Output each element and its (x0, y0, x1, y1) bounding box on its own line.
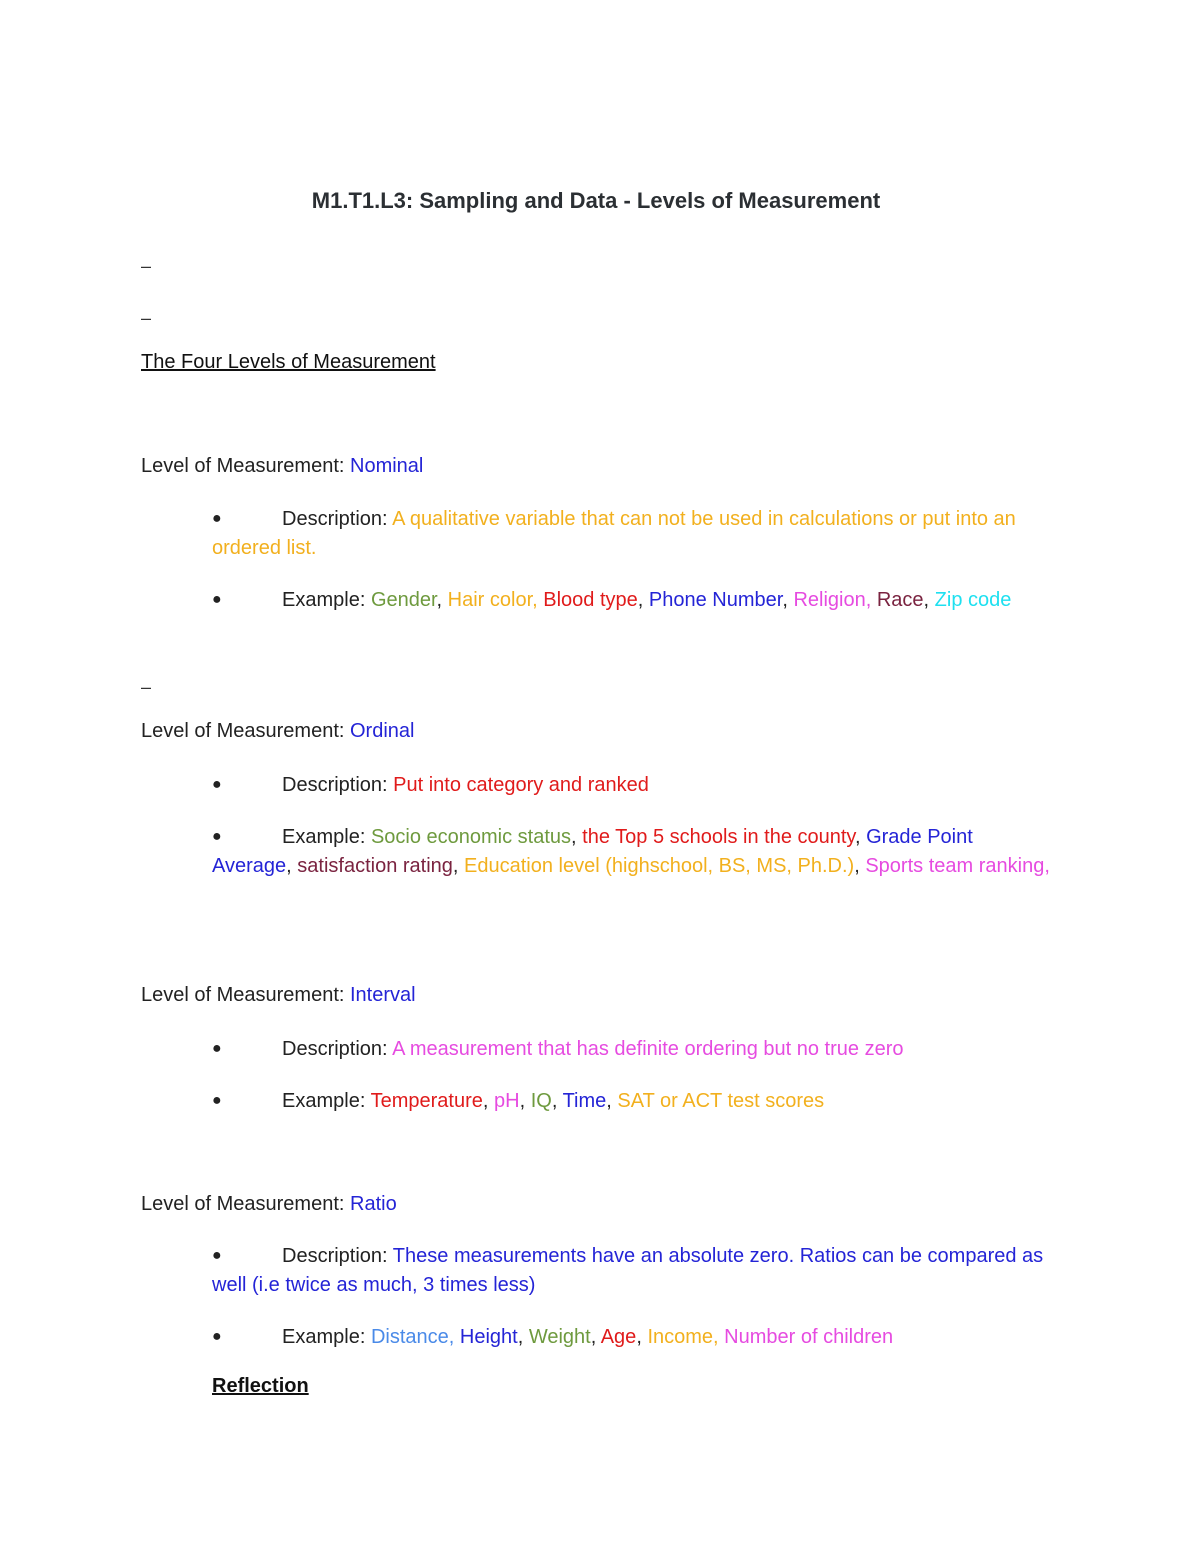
text-run: A qualitative variable that can not be used in calculations or put into an ordered list. (212, 508, 1016, 559)
page-title: M1.T1.L3: Sampling and Data - Levels of Measurement (311, 188, 881, 213)
text-run: Put into category and ranked (393, 774, 649, 796)
level-name: Interval (350, 984, 416, 1006)
text-run: pH (493, 1090, 520, 1112)
text-run: , (436, 589, 448, 611)
text-run: Number of children (724, 1326, 894, 1348)
text-run: Temperature (370, 1090, 483, 1112)
separator-dash: – (141, 308, 152, 328)
level-heading-interval (141, 984, 416, 1007)
text-run: , (854, 826, 867, 848)
text-run: Education level (highschool, BS, MS, Ph.D.) (464, 854, 855, 877)
level-label: Level of Measurement: (141, 984, 350, 1006)
description-item (212, 1242, 1052, 1299)
text-run: SAT or ACT test scores (617, 1090, 825, 1112)
description-item (212, 771, 1052, 800)
separator-dash: – (141, 256, 152, 276)
text-run: Sports team ranking, (865, 854, 1050, 877)
text-run: Socio economic status (370, 826, 572, 848)
example-label: Example: (282, 1326, 371, 1348)
description-label: Description: (282, 508, 393, 530)
description-item (212, 1035, 1052, 1064)
text-run: , (519, 1090, 531, 1112)
bullet-icon: ● (212, 1247, 222, 1264)
text-run: IQ (530, 1090, 552, 1112)
text-run: , (452, 854, 465, 877)
level-name: Nominal (350, 455, 424, 477)
text-run: Gender (370, 589, 437, 611)
example-item (212, 823, 1052, 880)
text-run: , (606, 1090, 618, 1112)
text-run: Religion, (793, 589, 872, 611)
example-text (371, 1090, 825, 1112)
example-text (371, 589, 1011, 611)
text-run: Weight (528, 1326, 591, 1348)
description-text (392, 1038, 903, 1060)
section-heading: The Four Levels of Measurement (141, 351, 436, 373)
text-run: These measurements have an absolute zero. Ratios can be compared as well (i.e twice as much, 3 times less) (212, 1245, 1044, 1296)
text-run: Distance, (370, 1326, 455, 1348)
level-heading-ratio (141, 1193, 397, 1216)
text-run: , (551, 1090, 563, 1112)
text-run: , (782, 589, 794, 611)
text-run: Income, (647, 1326, 719, 1348)
description-label: Description: (282, 1038, 393, 1060)
text-run: , (482, 1090, 494, 1112)
example-item (212, 1087, 1052, 1116)
text-run: Hair color, (447, 589, 538, 611)
example-label: Example: (282, 826, 371, 848)
text-run: , (637, 589, 649, 611)
level-label: Level of Measurement: (141, 455, 350, 477)
description-label: Description: (282, 1245, 393, 1267)
text-run: Age (600, 1326, 637, 1348)
text-run: Grade Point Average (212, 826, 973, 877)
text-run: , (636, 1326, 648, 1348)
example-item (212, 586, 1052, 615)
text-run: Race (876, 589, 924, 611)
example-text (371, 1326, 893, 1348)
text-run: , (571, 826, 583, 848)
description-text (393, 774, 649, 796)
text-run: , (590, 1326, 601, 1348)
level-label: Level of Measurement: (141, 720, 350, 742)
bullet-icon: ● (212, 828, 222, 845)
example-label: Example: (282, 1090, 371, 1112)
example-item (212, 1323, 1052, 1352)
text-run: Time (562, 1090, 607, 1112)
bullet-icon: ● (212, 1040, 222, 1057)
bullet-icon: ● (212, 776, 222, 793)
description-label: Description: (282, 774, 394, 796)
text-run: , (854, 854, 866, 877)
level-label: Level of Measurement: (141, 1193, 350, 1215)
level-heading-nominal (141, 455, 423, 478)
text-run: satisfaction rating (297, 854, 453, 877)
bullet-icon: ● (212, 1328, 222, 1345)
text-run: , (286, 854, 298, 877)
reflection-heading: Reflection (212, 1375, 309, 1397)
text-run: , (517, 1326, 529, 1348)
text-run: Height (459, 1326, 518, 1348)
level-name: Ordinal (350, 720, 415, 742)
text-run: the Top 5 schools in the county (582, 826, 855, 848)
bullet-icon: ● (212, 1092, 222, 1109)
text-run: A measurement that has definite ordering but no true zero (392, 1038, 904, 1060)
bullet-icon: ● (212, 591, 222, 608)
level-heading-ordinal (141, 720, 414, 743)
description-item (212, 505, 1052, 562)
text-run: Blood type (543, 589, 638, 611)
bullet-icon: ● (212, 510, 222, 527)
text-run: , (923, 589, 935, 611)
text-run: Zip code (934, 589, 1012, 611)
text-run: Phone Number (648, 589, 783, 611)
example-label: Example: (282, 589, 371, 611)
separator-dash: – (141, 677, 152, 697)
level-name: Ratio (350, 1193, 397, 1215)
